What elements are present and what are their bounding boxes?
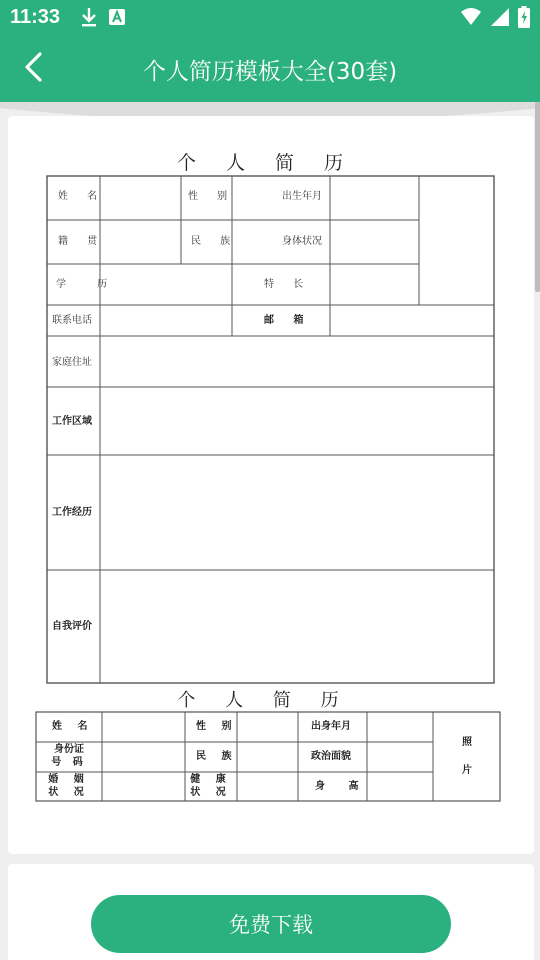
label-name-2: 姓 名 [52, 721, 94, 732]
label-name: 姓 名 [58, 191, 106, 202]
app-bar [0, 36, 540, 102]
label-gender-2: 性 别 [196, 721, 238, 732]
label-marital-line1: 婚 姻 [48, 774, 90, 785]
label-gender: 性 别 [188, 191, 236, 202]
label-email: 邮 箱 [264, 315, 312, 326]
label-political: 政治面貌 [311, 751, 351, 762]
signal-icon [490, 7, 510, 31]
label-work-experience: 工作经历 [52, 507, 92, 518]
resume-table-2-grid [35, 711, 503, 805]
label-phone: 联系电话 [52, 315, 92, 326]
label-id-line1: 身份证 [54, 744, 84, 755]
text-a-icon [108, 8, 126, 30]
label-health: 身体状况 [282, 236, 322, 247]
status-bar [0, 0, 540, 36]
label-education: 学 历 [56, 279, 122, 290]
label-native-place: 籍 贯 [58, 236, 106, 247]
resume-title: 个 人 简 历 [176, 152, 356, 174]
page-title: 个人简历模板大全(30套) [142, 59, 398, 85]
label-health-line2: 状 况 [190, 787, 232, 798]
label-self-evaluation: 自我评价 [52, 621, 92, 632]
label-specialty: 特 长 [264, 279, 312, 290]
free-download-button[interactable]: 免费下载 [91, 895, 451, 953]
label-photo-line1: 照 [462, 737, 472, 748]
download-icon [80, 6, 98, 32]
label-ethnicity: 民 族 [191, 236, 239, 247]
label-id-line2: 号 码 [51, 757, 87, 768]
template-preview-card[interactable] [8, 116, 534, 854]
battery-icon [518, 6, 530, 32]
label-marital-line2: 状 况 [48, 787, 90, 798]
label-birth: 出生年月 [282, 191, 322, 202]
scrollbar[interactable] [535, 102, 540, 292]
label-photo-line2: 片 [462, 765, 472, 776]
template-preview-area[interactable] [0, 102, 540, 960]
status-time: 11:33 [10, 6, 61, 28]
label-height: 身 高 [315, 781, 369, 792]
label-work-area: 工作区域 [52, 416, 92, 427]
label-health-line1: 健 康 [190, 774, 232, 785]
resume-table-1 [46, 175, 496, 687]
wifi-icon [460, 7, 482, 31]
label-address: 家庭住址 [52, 357, 92, 368]
label-ethnicity-2: 民 族 [196, 751, 238, 762]
resume-table-2 [35, 711, 503, 805]
resume-title-2: 个 人 简 历 [177, 690, 351, 711]
label-birth-2: 出身年月 [311, 721, 351, 732]
resume-table-1-grid [46, 175, 496, 687]
